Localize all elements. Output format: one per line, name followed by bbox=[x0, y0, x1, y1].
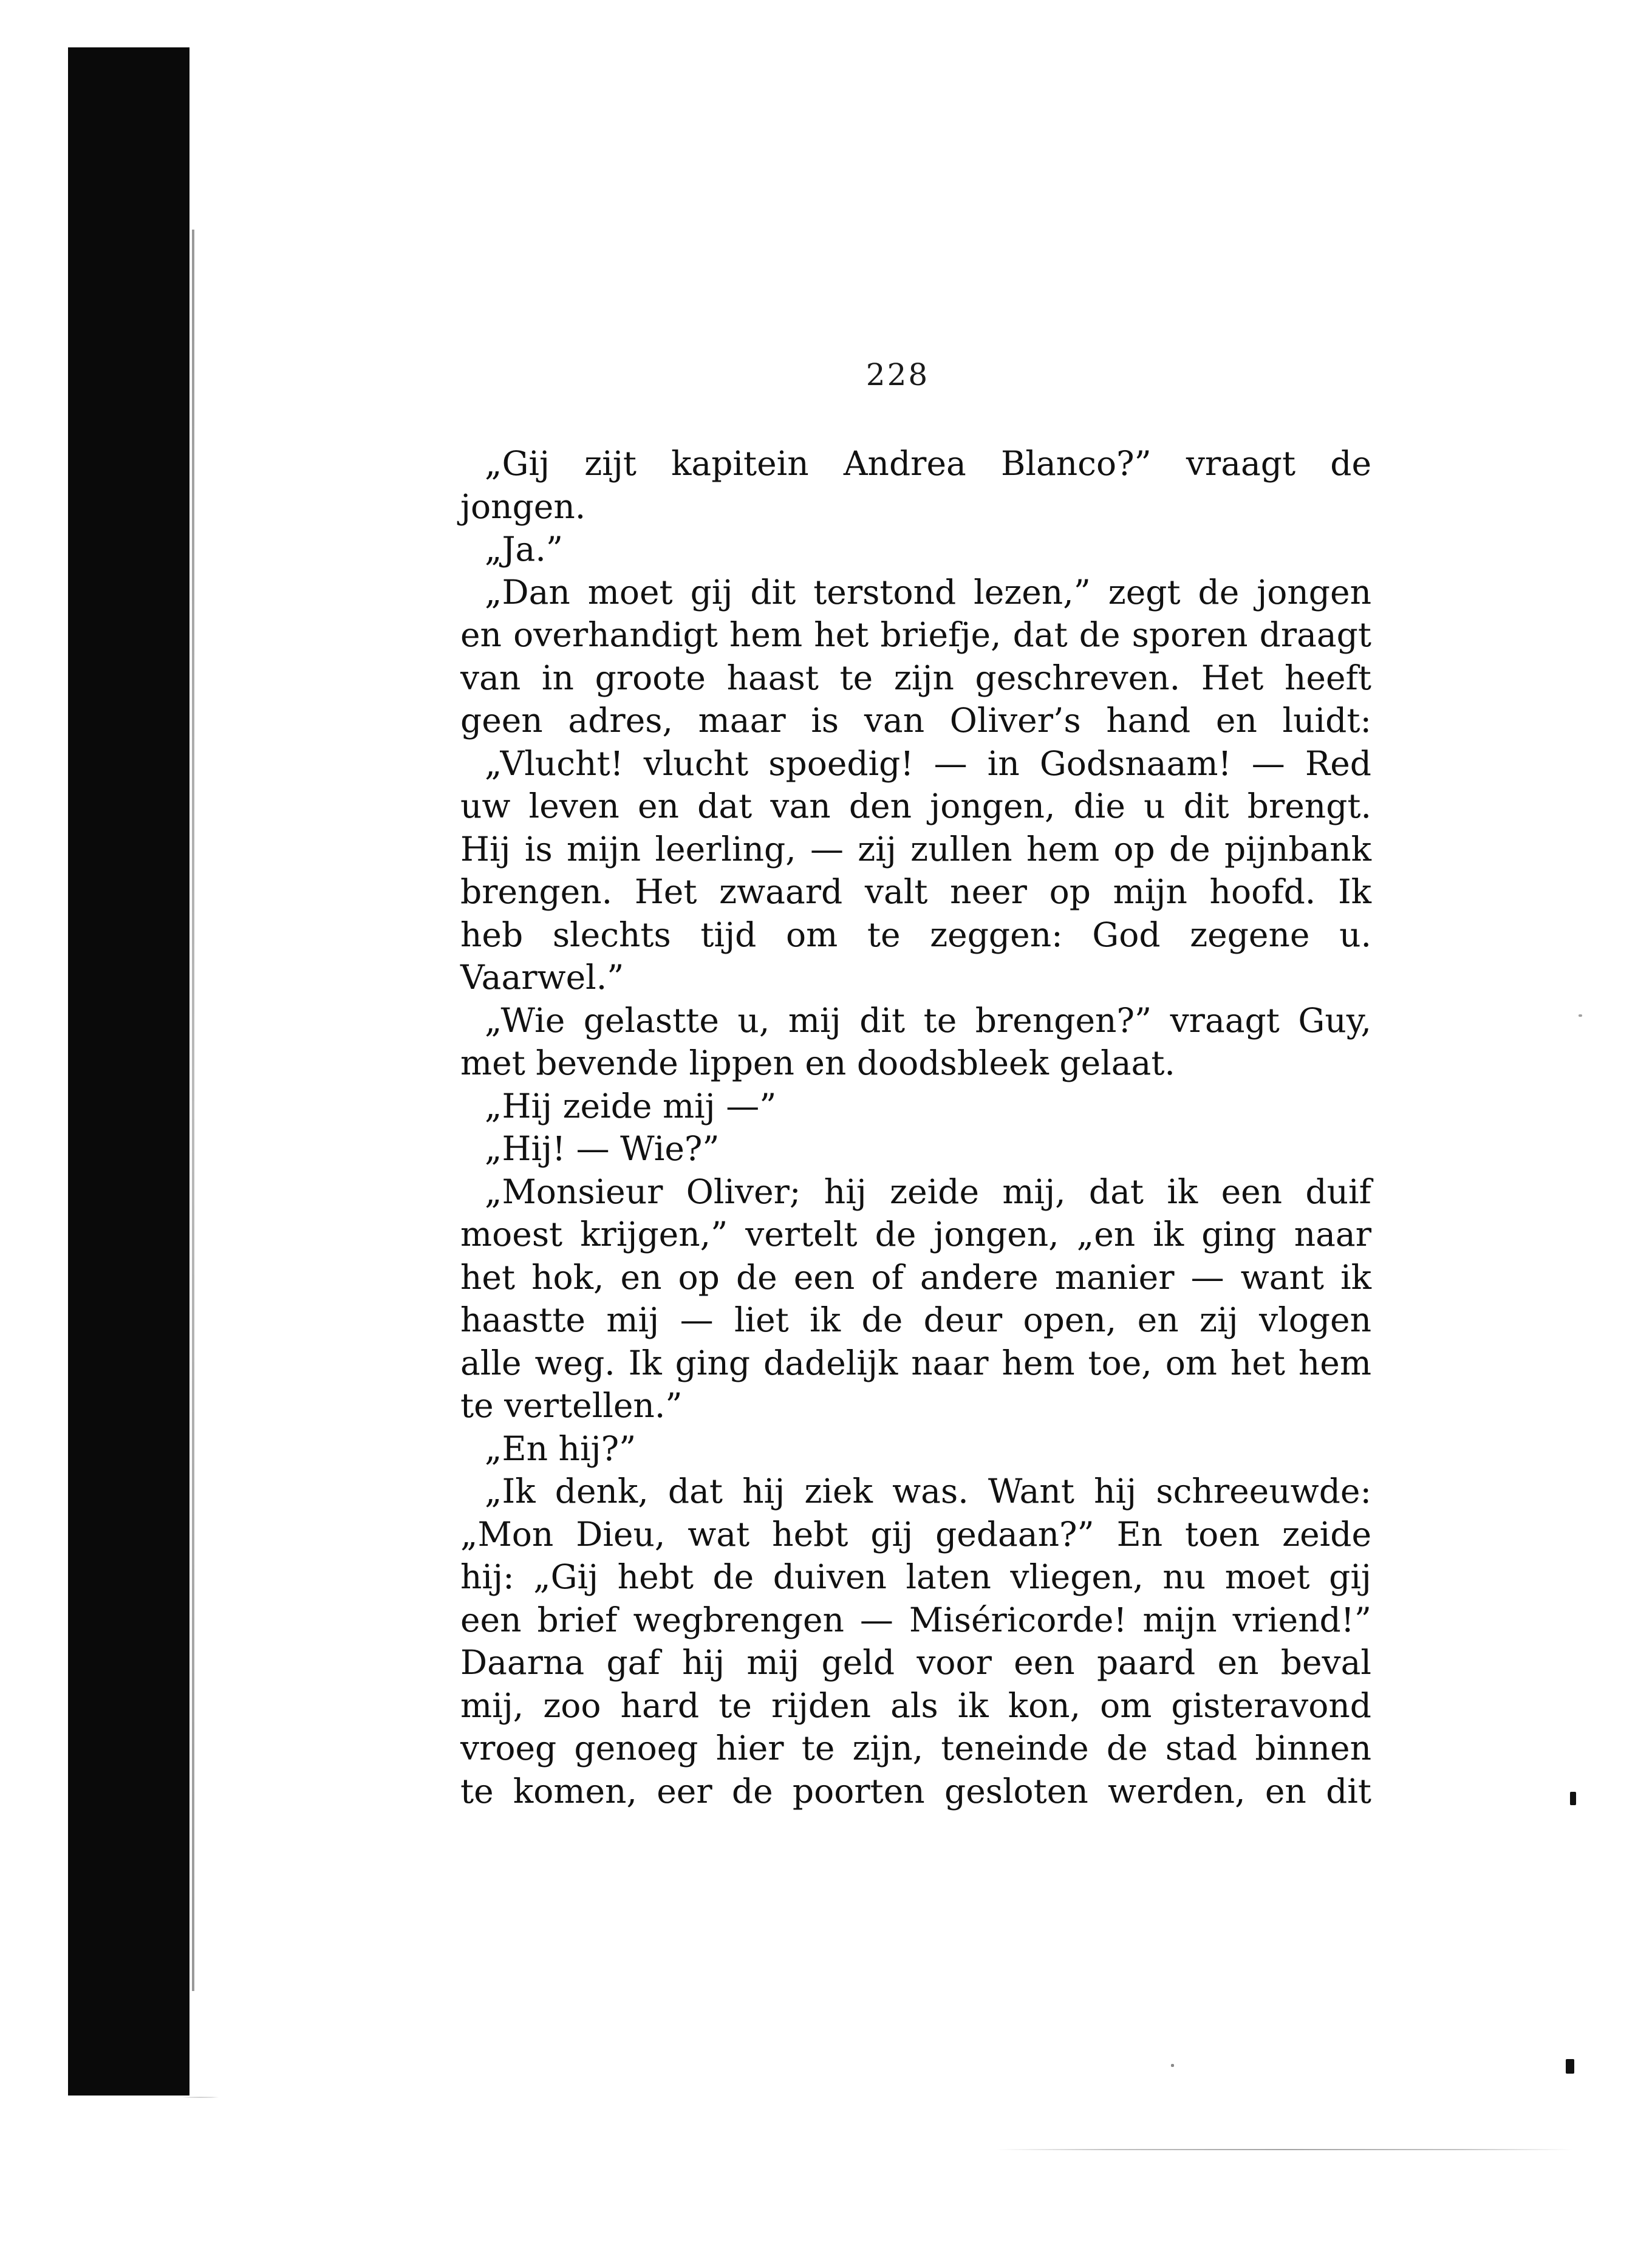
page-number: 228 bbox=[865, 357, 930, 392]
scan-speck bbox=[1171, 2064, 1174, 2067]
text-line: uw leven en dat van den jongen, die u dit brengt. bbox=[460, 787, 1371, 825]
scan-speck bbox=[1579, 1014, 1582, 1017]
text-line: haastte mij — liet ik de deur open, en zij vlogen bbox=[460, 1300, 1371, 1339]
text-line: jongen. bbox=[460, 487, 586, 526]
text-line: „Ja.” bbox=[485, 530, 563, 569]
text-line: hij: „Gij hebt de duiven laten vliegen, nu moet gij bbox=[460, 1557, 1371, 1596]
text-line: Hij is mijn leerling, — zij zullen hem op de pijnbank bbox=[460, 829, 1371, 869]
text-line: „Hij! — Wie?” bbox=[485, 1129, 720, 1168]
text-line: het hok, en op de een of andere manier — want ik bbox=[460, 1257, 1371, 1297]
text-line: moest krijgen,” vertelt de jongen, „en ik ging naar bbox=[460, 1215, 1371, 1254]
text-line: „Hij zeide mij —” bbox=[485, 1086, 777, 1126]
scan-speck bbox=[1566, 2059, 1574, 2074]
text-line: mij, zoo hard te rijden als ik kon, om gisteravond bbox=[460, 1686, 1371, 1725]
text-line: „Gij zijt kapitein Andrea Blanco?” vraagt de bbox=[485, 444, 1371, 483]
text-line: Vaarwel.” bbox=[460, 958, 624, 997]
scan-speck bbox=[1570, 1792, 1576, 1805]
text-line: „Wie gelastte u, mij dit te brengen?” vraagt Guy, bbox=[485, 1000, 1371, 1040]
text-line: heb slechts tijd om te zeggen: God zegene u. bbox=[460, 915, 1371, 954]
text-line: vroeg genoeg hier te zijn, teneinde de stad binnen bbox=[460, 1729, 1371, 1768]
text-line: en overhandigt hem het briefje, dat de sporen draagt bbox=[460, 615, 1371, 654]
text-line: „Vlucht! vlucht spoedig! — in Godsnaam! — Red bbox=[485, 743, 1371, 783]
scan-edge-line bbox=[996, 2149, 1573, 2150]
text-line: „Mon Dieu, wat hebt gij gedaan?” En toen zeide bbox=[460, 1514, 1371, 1554]
body-text bbox=[460, 442, 1371, 1812]
text-line: te vertellen.” bbox=[460, 1386, 683, 1425]
text-line: „Dan moet gij dit terstond lezen,” zegt de jongen bbox=[485, 572, 1371, 612]
text-line: van in groote haast te zijn geschreven. Het heeft bbox=[460, 658, 1371, 697]
scan-edge-line bbox=[182, 2097, 219, 2098]
text-line: Daarna gaf hij mij geld voor een paard en beval bbox=[460, 1643, 1371, 1682]
text-line: met bevende lippen en doodsbleek gelaat. bbox=[460, 1044, 1175, 1082]
text-line: alle weg. Ik ging dadelijk naar hem toe, om het hem bbox=[460, 1343, 1371, 1382]
text-line: „Monsieur Oliver; hij zeide mij, dat ik een duif bbox=[485, 1172, 1371, 1211]
text-line: „Ik denk, dat hij ziek was. Want hij schreeuwde: bbox=[485, 1472, 1371, 1511]
text-line: een brief wegbrengen — Miséricorde! mijn vriend!” bbox=[460, 1600, 1371, 1639]
text-line: te komen, eer de poorten gesloten werden, en dit bbox=[460, 1771, 1371, 1811]
text-line: brengen. Het zwaard valt neer op mijn hoofd. Ik bbox=[460, 872, 1371, 911]
text-line: geen adres, maar is van Oliver’s hand en luidt: bbox=[460, 701, 1371, 740]
text-line: „En hij?” bbox=[485, 1429, 637, 1468]
book-binding-shadow bbox=[68, 47, 189, 2096]
